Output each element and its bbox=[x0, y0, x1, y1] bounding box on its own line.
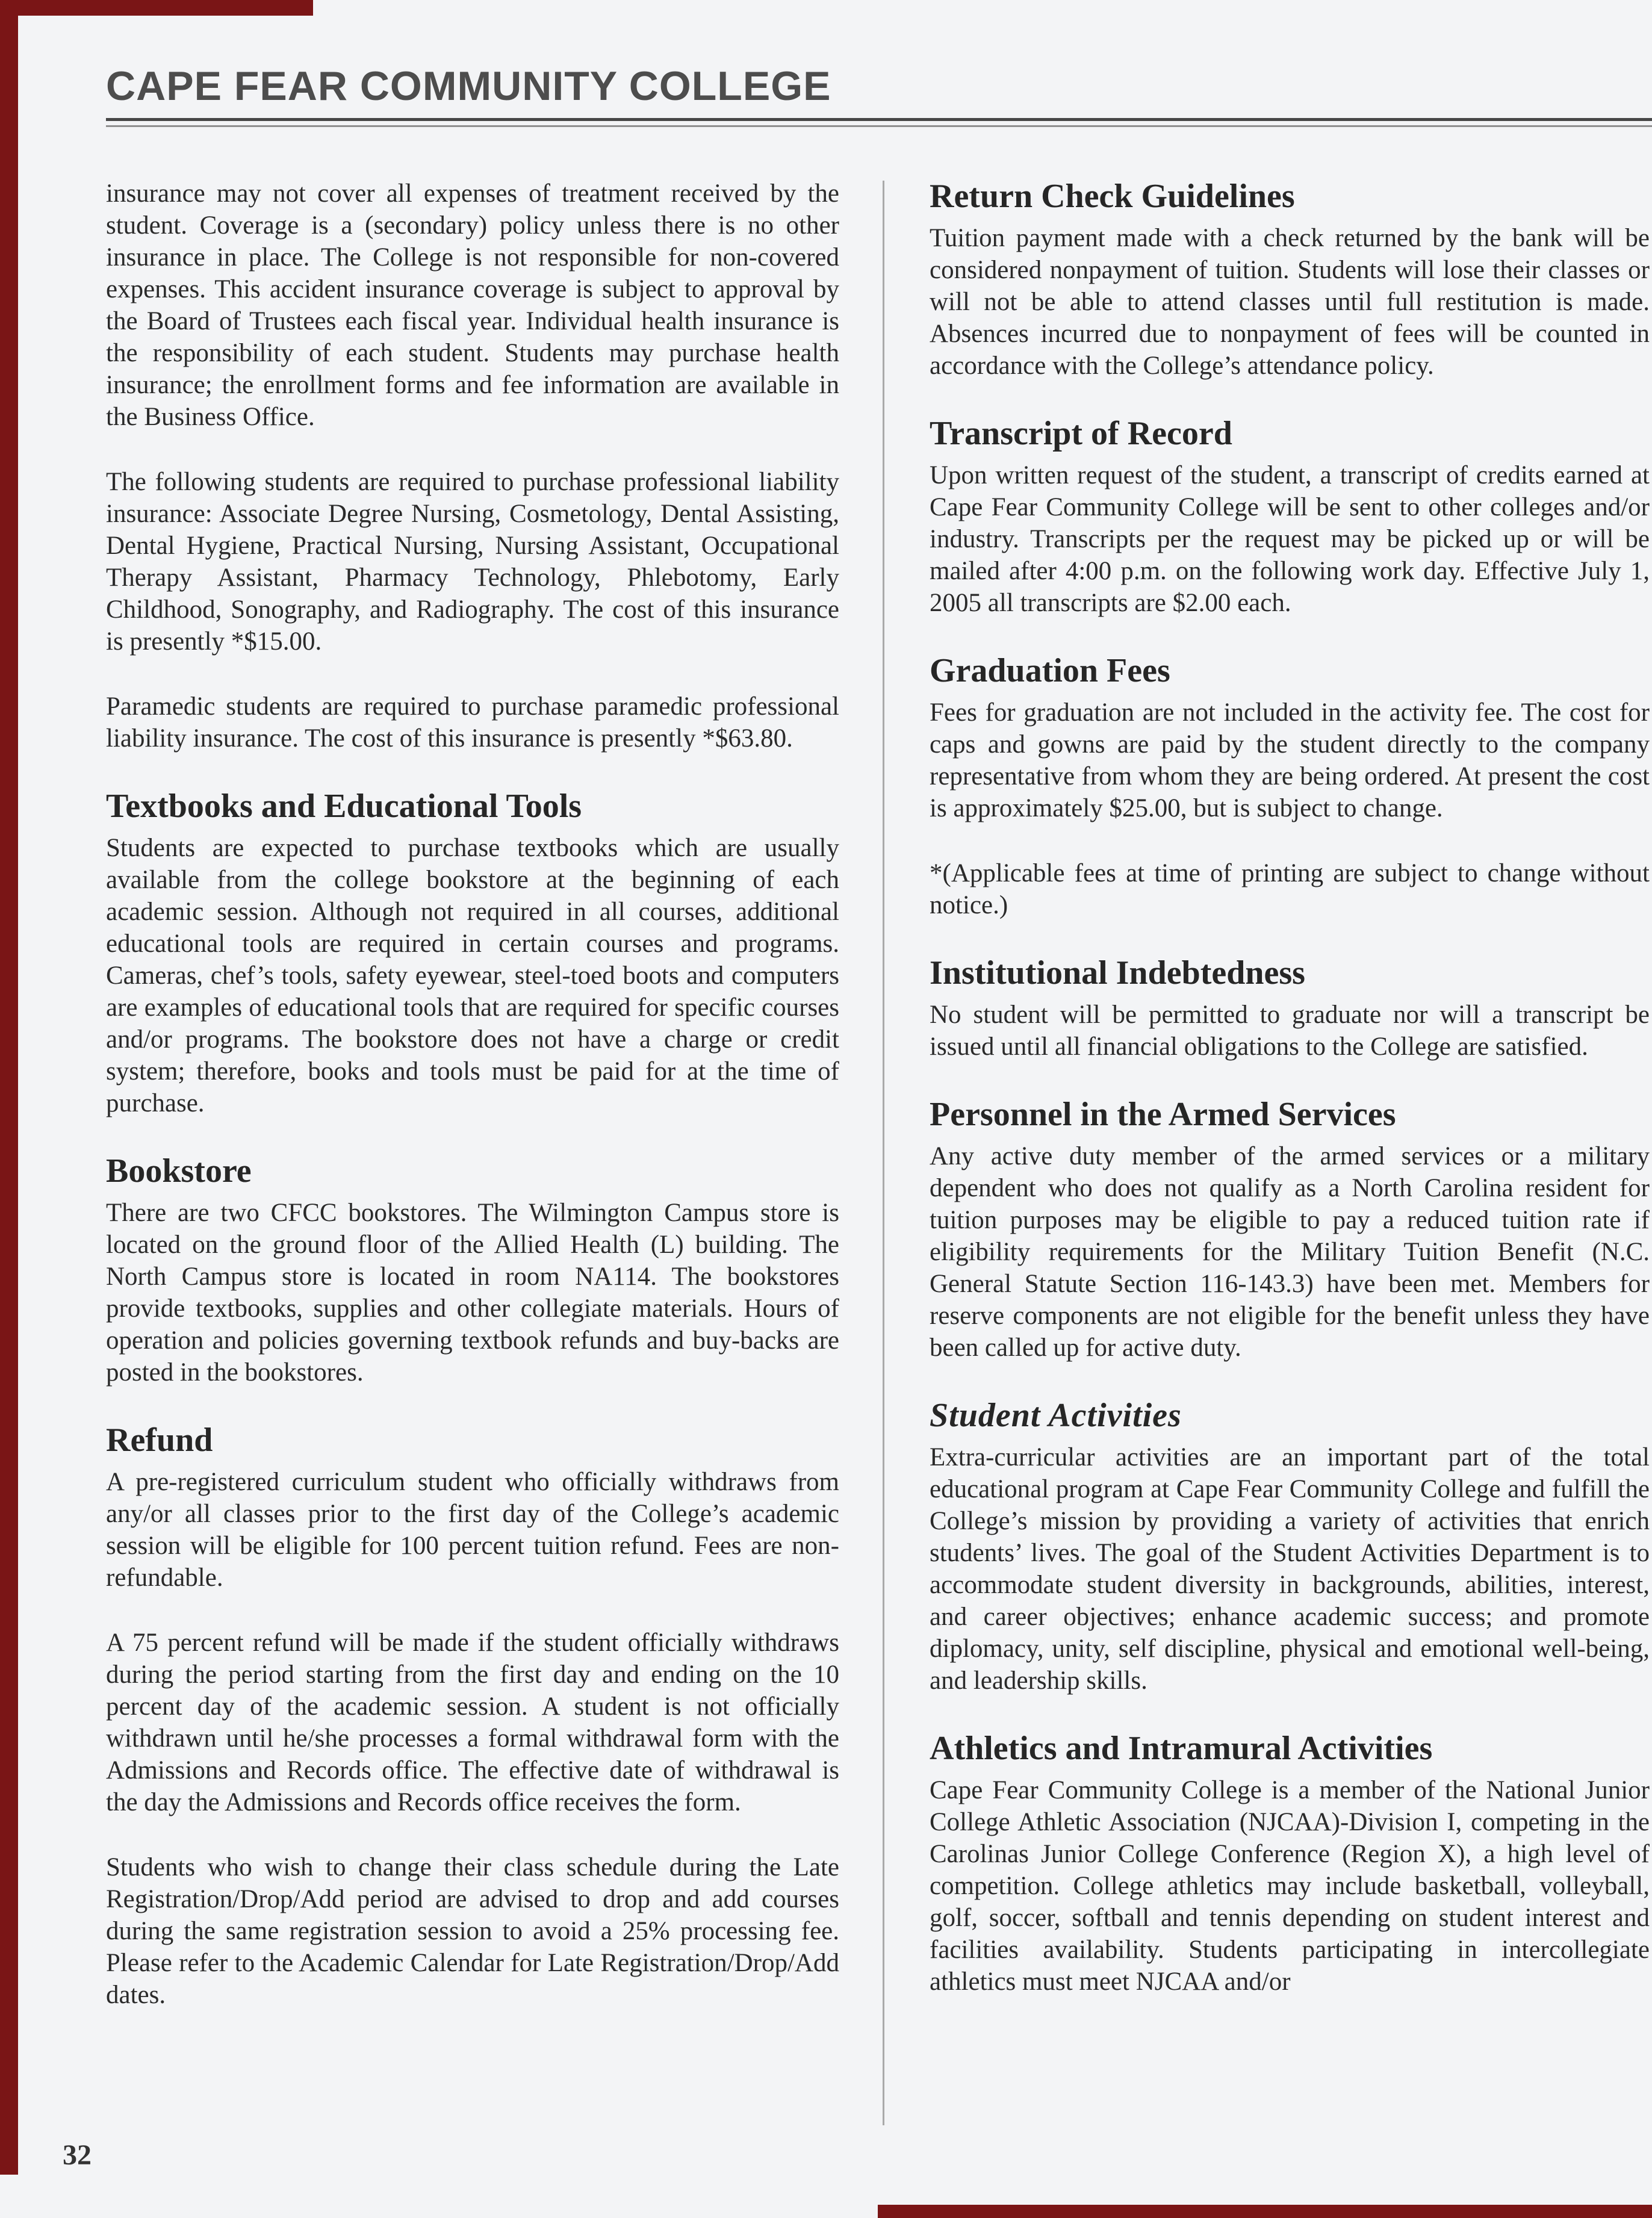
body-paragraph: Upon written request of the student, a transcript of credits earned at Cape Fear Community College will be sent to other colleges and/or industry. Transcripts per the request may be picked up or will be mailed after 4:00 p.m. on the following work day. Effective July 1, 2005 all transcripts are $2.00 each. bbox=[930, 461, 1650, 617]
right-column bbox=[930, 178, 1650, 2031]
heading-personnel-armed-services: Personnel in the Armed Services bbox=[930, 1096, 1396, 1133]
heading-bookstore: Bookstore bbox=[106, 1152, 252, 1190]
scan-edge-top bbox=[0, 0, 313, 16]
body-paragraph: Tuition payment made with a check returned by the bank will be considered nonpayment of tuition. Students will lose their classes or will not be able to attend classes until full restitution is made. Absences incurred due to nonpayment of fees will be counted in accordance with the College’s attendance policy. bbox=[930, 224, 1650, 380]
scan-edge-bottom-right bbox=[878, 2205, 1652, 2218]
body-paragraph: Cape Fear Community College is a member of the National Junior College Athletic Association (NJCAA)-Division I, competing in the Carolinas Junior College Conference (Region X), a high level of competition. College athletics may include basketball, volleyball, golf, soccer, softball and tennis depending on student interest and facilities availability. Students participating in intercollegiate athletics must meet NJCAA and/or bbox=[930, 1776, 1650, 1996]
heading-institutional-indebtedness: Institutional Indebtedness bbox=[930, 954, 1305, 992]
heading-return-check-guidelines: Return Check Guidelines bbox=[930, 178, 1295, 215]
body-paragraph: No student will be permitted to graduate nor will a transcript be issued until all financial obligations to the College are satisfied. bbox=[930, 1001, 1650, 1061]
page-header bbox=[106, 63, 1652, 127]
heading-graduation-fees: Graduation Fees bbox=[930, 652, 1170, 689]
body-paragraph: There are two CFCC bookstores. The Wilmington Campus store is located on the ground floor of the Allied Health (L) building. The North Campus store is located in room NA114. The bookstores provide textbooks, supplies and other collegiate materials. Hours of operation and policies governing textbook refunds and buy-backs are posted in the bookstores. bbox=[106, 1199, 839, 1387]
body-paragraph: Any active duty member of the armed services or a military dependent who does not qualify as a North Carolina resident for tuition purposes may be eligible to pay a reduced tuition rate if eligibility requirements for the Military Tuition Benefit (N.C. General Statute Section 116-143.3) have been met. Members for reserve components are not eligible for the benefit unless they have been called up for active duty. bbox=[930, 1142, 1650, 1362]
body-paragraph: insurance may not cover all expenses of treatment received by the student. Coverage is a (secondary) policy unless there is no other insurance in place. The College is not responsible for non-covered expenses. This accident insurance coverage is subject to approval by the Board of Trustees each fiscal year. Individual health insurance is the responsibility of each student. Students may purchase health insurance; the enrollment forms and fee information are available in the Business Office. bbox=[106, 179, 839, 431]
body-paragraph: Paramedic students are required to purchase paramedic professional liability insurance. The cost of this insurance is presently *$63.80. bbox=[106, 692, 839, 753]
body-paragraph: Students are expected to purchase textbooks which are usually available from the college bookstore at the beginning of each academic session. Although not required in all courses, additional educational tools are required in certain courses and programs. Cameras, chef’s tools, safety eyewear, steel-toed boots and computers are examples of educational tools that are required for specific courses and/or programs. The bookstore does not have a charge or credit system; therefore, books and tools must be paid for at the time of purchase. bbox=[106, 834, 839, 1117]
heading-athletics-intramural: Athletics and Intramural Activities bbox=[930, 1730, 1433, 1767]
heading-refund: Refund bbox=[106, 1421, 213, 1459]
heading-transcript-of-record: Transcript of Record bbox=[930, 415, 1232, 452]
heading-textbooks: Textbooks and Educational Tools bbox=[106, 787, 582, 825]
page-number: 32 bbox=[63, 2139, 92, 2171]
fees-disclaimer-note: *(Applicable fees at time of printing are subject to change without notice.) bbox=[930, 859, 1650, 919]
body-paragraph: The following students are required to purchase professional liability insurance: Associate Degree Nursing, Cosmetology, Dental Assisting, Dental Hygiene, Practical Nursing, Nursing Assistant, Occupational Therapy Assistant, Pharmacy Technology, Phlebotomy, Early Childhood, Sonography, and Radiography. The cost of this insurance is presently *$15.00. bbox=[106, 468, 839, 656]
scan-edge-left bbox=[0, 0, 18, 2175]
body-paragraph: A pre-registered curriculum student who officially withdraws from any/or all classes prior to the first day of the College’s academic session will be eligible for 100 percent tuition refund. Fees are non-refundable. bbox=[106, 1468, 839, 1592]
body-paragraph: Extra-curricular activities are an important part of the total educational program at Cape Fear Community College and fulfill the College’s mission by providing a variety of activities that enrich students’ lives. The goal of the Student Activities Department is to accommodate student diversity in backgrounds, abilities, interest, and career objectives; enhance academic success; and promote diplomacy, unity, self discipline, physical and emotional well-being, and leadership skills. bbox=[930, 1443, 1650, 1695]
page-title: CAPE FEAR COMMUNITY COLLEGE bbox=[106, 63, 831, 109]
heading-student-activities: Student Activities bbox=[930, 1397, 1182, 1434]
header-rule bbox=[106, 118, 1652, 127]
body-paragraph: Fees for graduation are not included in the activity fee. The cost for caps and gowns are paid by the student directly to the company representative from whom they are being ordered. At present the cost is approximately $25.00, but is subject to change. bbox=[930, 698, 1650, 822]
body-paragraph: Students who wish to change their class schedule during the Late Registration/Drop/Add period are advised to drop and add courses during the same registration session to avoid a 25% processing fee. Please refer to the Academic Calendar for Late Registration/Drop/Add dates. bbox=[106, 1853, 839, 2009]
left-column bbox=[106, 178, 839, 2044]
column-divider bbox=[883, 181, 884, 2125]
body-paragraph: A 75 percent refund will be made if the student officially withdraws during the period starting from the first day and ending on the 10 percent day of the academic session. A student is not officially withdrawn until he/she processes a formal withdrawal form with the Admissions and Records office. The effective date of withdrawal is the day the Admissions and Records office receives the form. bbox=[106, 1629, 839, 1816]
